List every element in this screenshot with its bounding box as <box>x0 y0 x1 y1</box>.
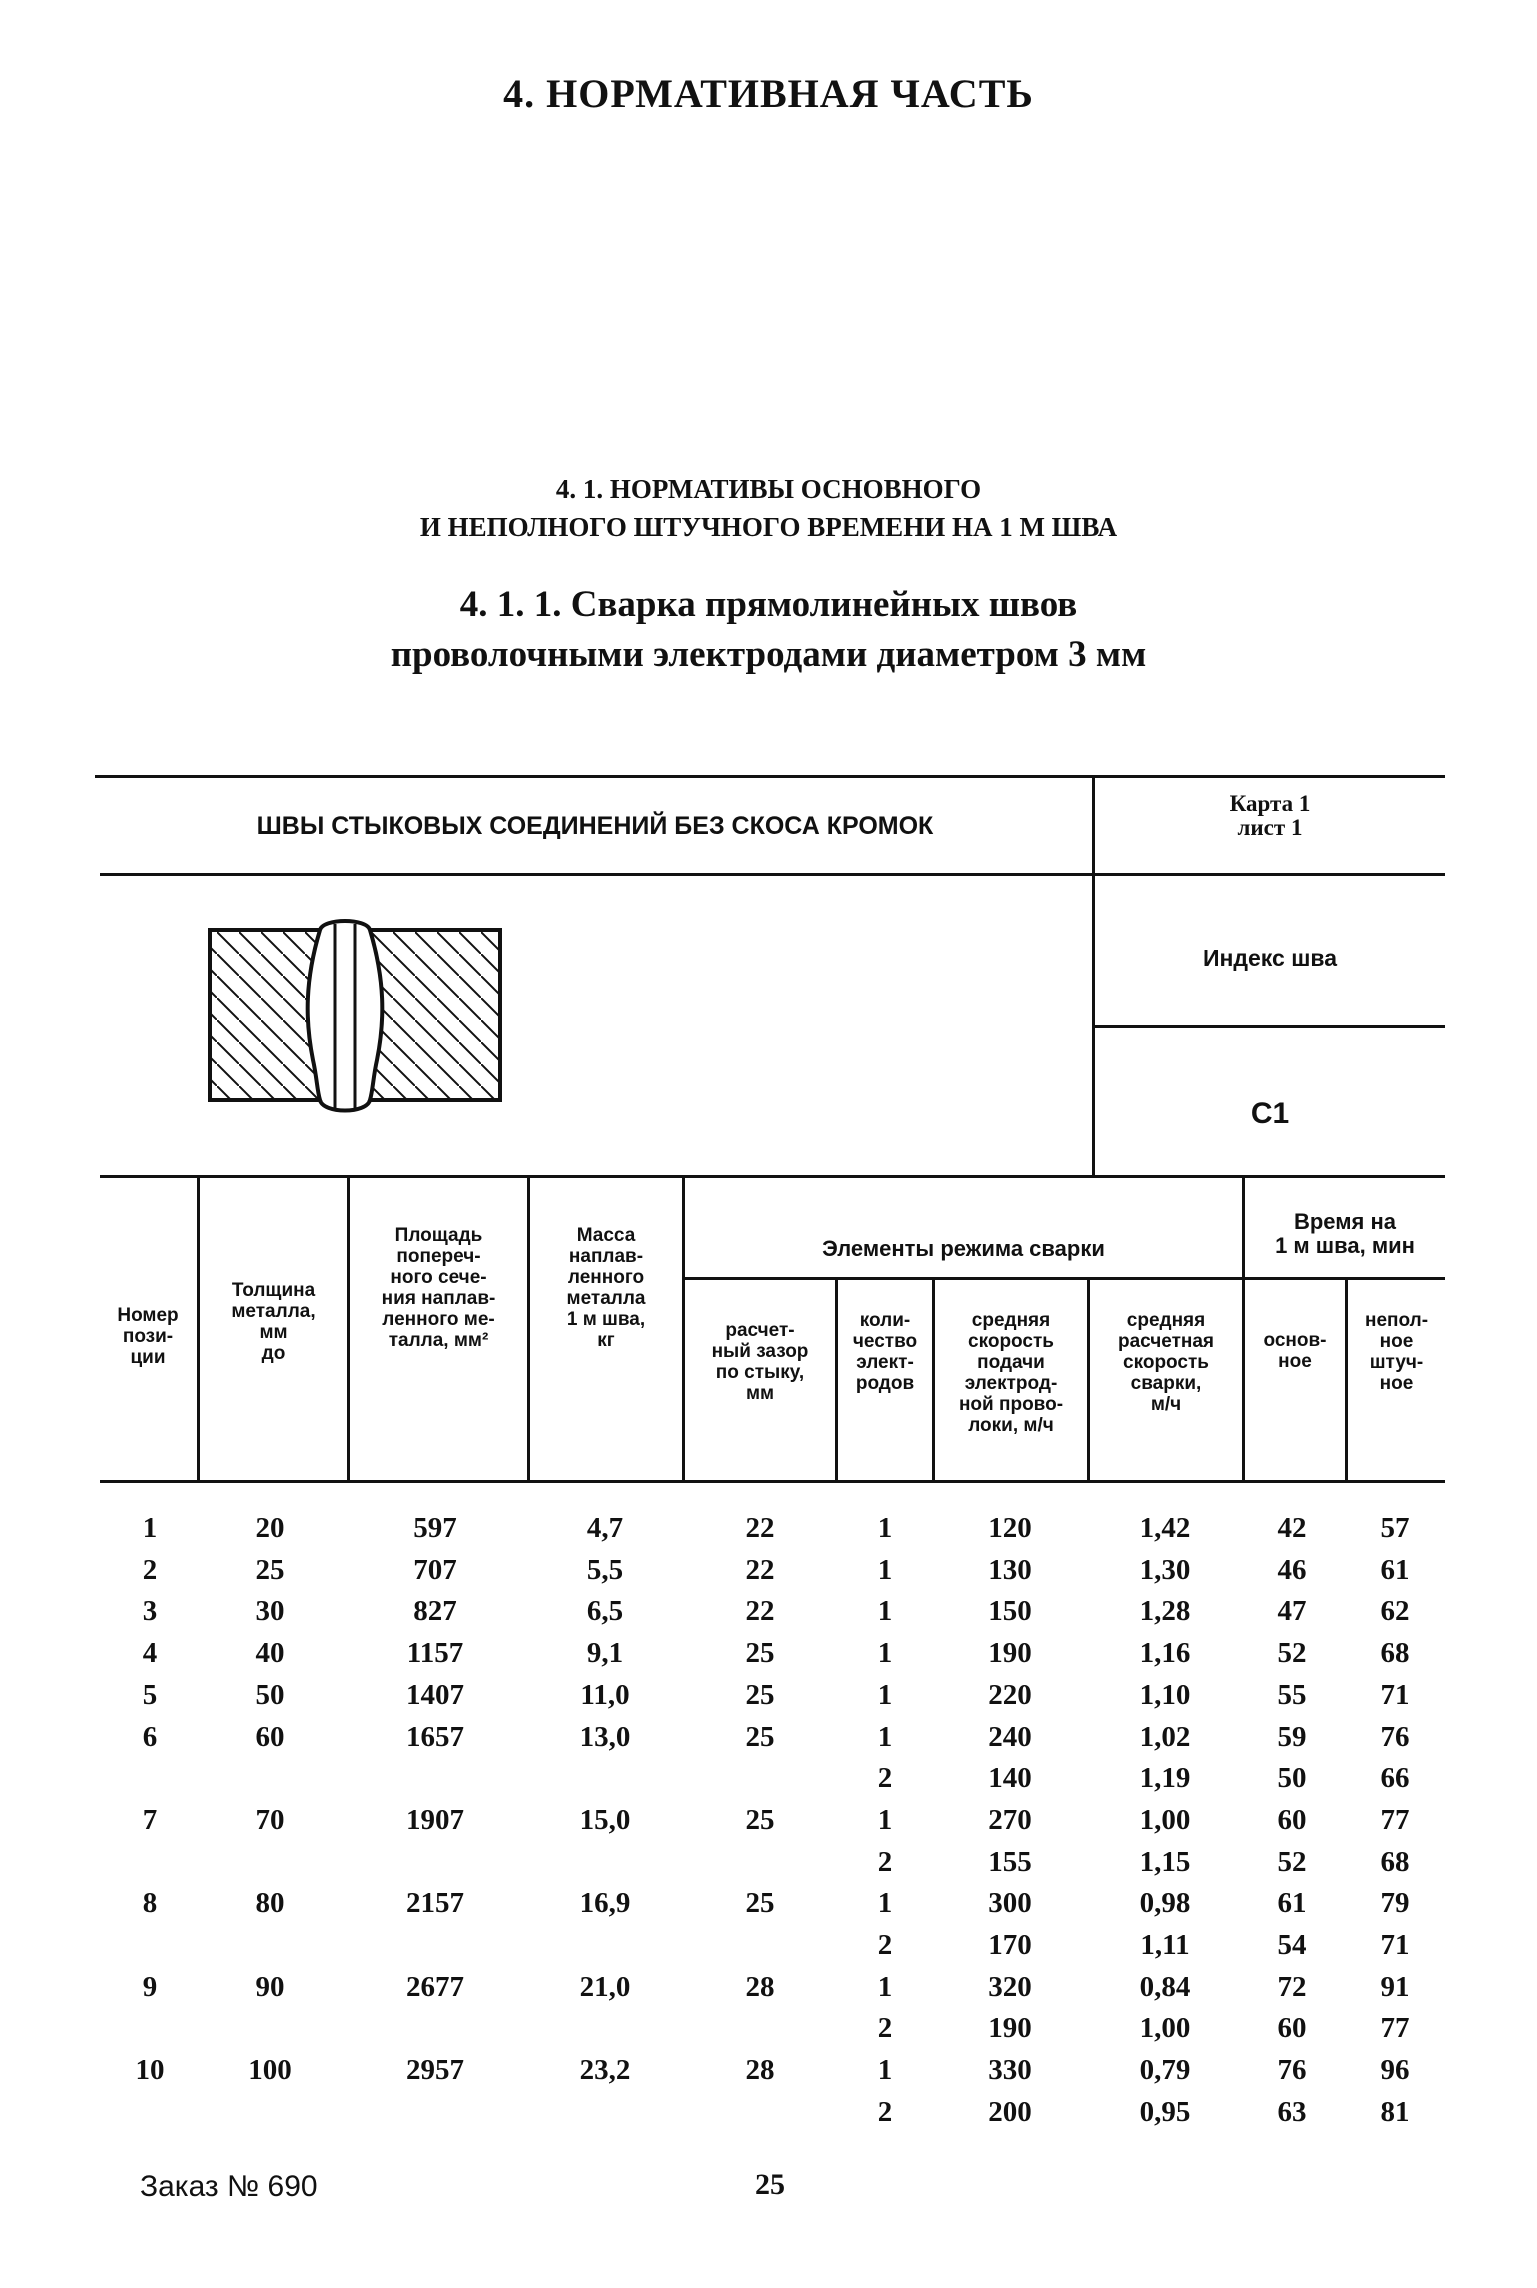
cell-speed: 0,84 <box>1139 1971 1191 2003</box>
cell-thick: 50 <box>255 1679 285 1711</box>
cell-gap <box>705 2008 815 2048</box>
cell-speed: 1,16 <box>1139 1637 1191 1669</box>
cell-partial: 76 <box>1380 1721 1410 1753</box>
cell-basic: 61 <box>1277 1887 1307 1919</box>
cell-thick <box>215 2008 325 2048</box>
cell-feed: 190 <box>988 1637 1032 1669</box>
cell-electrodes: 2 <box>877 2012 893 2044</box>
cell-basic: 42 <box>1277 1512 1307 1544</box>
cell-mass: 4,7 <box>586 1512 624 1544</box>
table-group-rule <box>682 1277 1445 1280</box>
cell-area: 1157 <box>406 1637 464 1669</box>
cell-electrodes: 1 <box>877 1679 893 1711</box>
cell-thick: 25 <box>255 1554 285 1586</box>
card-title-rule <box>100 873 1092 876</box>
cell-gap <box>705 1842 815 1882</box>
cell-speed: 1,10 <box>1139 1679 1191 1711</box>
card-top-rule <box>95 775 1445 778</box>
cell-gap: 25 <box>745 1887 775 1919</box>
cell-pos: 4 <box>142 1637 158 1669</box>
cell-thick: 60 <box>255 1721 285 1753</box>
cell-partial: 96 <box>1380 2054 1410 2086</box>
cell-area: 2157 <box>406 1887 464 1919</box>
card-label <box>1095 792 1445 840</box>
cell-area: 1907 <box>406 1804 464 1836</box>
cell-partial: 61 <box>1380 1554 1410 1586</box>
cell-thick: 40 <box>255 1637 285 1669</box>
footer-order-number: Заказ № 690 <box>140 2170 318 2203</box>
header-time-group: Время на 1 м шва, мин <box>1275 1209 1415 1258</box>
cell-area: 1407 <box>406 1679 464 1711</box>
cell-basic: 59 <box>1277 1721 1307 1753</box>
cell-pos <box>95 2092 205 2132</box>
cell-mass <box>550 2092 660 2132</box>
cell-mass: 11,0 <box>580 1679 630 1711</box>
cell-electrodes: 1 <box>877 1554 893 1586</box>
cell-speed: 0,95 <box>1139 2096 1191 2128</box>
cell-area: 597 <box>413 1512 457 1544</box>
cell-partial: 79 <box>1380 1887 1410 1919</box>
cell-thick: 70 <box>255 1804 285 1836</box>
section-title-line1: 4. 1. НОРМАТИВЫ ОСНОВНОГО <box>555 474 982 504</box>
cell-feed: 330 <box>988 2054 1032 2086</box>
index-rule <box>1092 1025 1445 1028</box>
cell-basic: 60 <box>1277 1804 1307 1836</box>
page-main-heading: 4. НОРМАТИВНАЯ ЧАСТЬ <box>503 71 1034 116</box>
cell-basic: 46 <box>1277 1554 1307 1586</box>
cell-mass <box>550 1925 660 1965</box>
cell-thick <box>215 1842 325 1882</box>
cell-mass: 6,5 <box>586 1595 624 1627</box>
cell-area: 827 <box>413 1595 457 1627</box>
cell-basic: 50 <box>1277 1762 1307 1794</box>
header-thickness: Толщина металла, мм до <box>231 1280 316 1364</box>
cell-basic: 55 <box>1277 1679 1307 1711</box>
cell-thick: 100 <box>248 2054 292 2086</box>
cell-basic: 76 <box>1277 2054 1307 2086</box>
cell-gap: 25 <box>745 1721 775 1753</box>
cell-pos: 8 <box>142 1887 158 1919</box>
cell-electrodes: 1 <box>877 1637 893 1669</box>
page-number: 25 <box>755 2168 785 2201</box>
cell-mass: 9,1 <box>586 1637 624 1669</box>
cell-basic: 47 <box>1277 1595 1307 1627</box>
cell-electrodes: 1 <box>877 1595 893 1627</box>
cell-partial: 57 <box>1380 1512 1410 1544</box>
cell-mass: 21,0 <box>579 1971 631 2003</box>
cell-electrodes: 1 <box>877 1512 893 1544</box>
cell-partial: 62 <box>1380 1595 1410 1627</box>
cell-pos: 3 <box>142 1595 158 1627</box>
cell-feed: 220 <box>988 1679 1032 1711</box>
cell-electrodes: 1 <box>877 1971 893 2003</box>
cell-partial: 71 <box>1380 1679 1410 1711</box>
weld-bead <box>320 921 370 1111</box>
cell-electrodes: 2 <box>877 2096 893 2128</box>
cell-area <box>380 2092 490 2132</box>
cell-electrodes: 1 <box>877 2054 893 2086</box>
cell-area <box>380 1758 490 1798</box>
section-title-line2: И НЕПОЛНОГО ШТУЧНОГО ВРЕМЕНИ НА 1 М ШВА <box>419 512 1118 542</box>
cell-mass: 5,5 <box>586 1554 624 1586</box>
subsection-title-line1: 4. 1. 1. Сварка прямолинейных швов <box>459 584 1078 625</box>
cell-speed: 1,00 <box>1139 2012 1191 2044</box>
cell-electrodes: 2 <box>877 1762 893 1794</box>
cell-basic: 54 <box>1277 1929 1307 1961</box>
cell-electrodes: 2 <box>877 1846 893 1878</box>
header-weld-speed: средняя расчетная скорость сварки, м/ч <box>1117 1310 1215 1415</box>
header-mass: Масса наплав- ленного металла 1 м шва, кг <box>566 1225 646 1351</box>
cell-partial: 66 <box>1380 1762 1410 1794</box>
cell-gap: 25 <box>745 1637 775 1669</box>
cell-basic: 63 <box>1277 2096 1307 2128</box>
cell-basic: 52 <box>1277 1846 1307 1878</box>
cell-area: 2957 <box>406 2054 464 2086</box>
cell-feed: 150 <box>988 1595 1032 1627</box>
cell-feed: 120 <box>988 1512 1032 1544</box>
cell-partial: 68 <box>1380 1846 1410 1878</box>
cell-feed: 140 <box>988 1762 1032 1794</box>
cell-feed: 170 <box>988 1929 1032 1961</box>
header-basic-time: основ- ное <box>1263 1330 1327 1372</box>
cell-pos <box>95 1758 205 1798</box>
cell-basic: 72 <box>1277 1971 1307 2003</box>
cell-electrodes: 2 <box>877 1929 893 1961</box>
cell-pos: 9 <box>142 1971 158 2003</box>
cell-feed: 200 <box>988 2096 1032 2128</box>
cell-electrodes: 1 <box>877 1721 893 1753</box>
cell-feed: 240 <box>988 1721 1032 1753</box>
cell-gap <box>705 1758 815 1798</box>
index-value: С1 <box>1250 1097 1290 1130</box>
header-electrodes: коли- чество элект- родов <box>852 1310 918 1394</box>
subsection-title <box>0 580 1537 680</box>
cell-thick: 90 <box>255 1971 285 2003</box>
cell-basic: 52 <box>1277 1637 1307 1669</box>
cell-mass <box>550 1842 660 1882</box>
index-label: Индекс шва <box>1202 945 1337 971</box>
cell-partial: 77 <box>1380 1804 1410 1836</box>
subsection-title-line2: проволочными электродами диаметром 3 мм <box>390 634 1147 675</box>
cell-area <box>380 1842 490 1882</box>
cell-feed: 190 <box>988 2012 1032 2044</box>
header-area: Площадь попереч- ного сече- ния наплав- ленного ме- талла, мм² <box>381 1225 496 1351</box>
cell-gap: 25 <box>745 1679 775 1711</box>
cell-speed: 1,42 <box>1139 1512 1191 1544</box>
cell-partial: 68 <box>1380 1637 1410 1669</box>
cell-pos: 10 <box>135 2054 165 2086</box>
card-label-rule <box>1092 873 1445 876</box>
section-title <box>0 470 1537 546</box>
cell-area <box>380 2008 490 2048</box>
cell-feed: 155 <box>988 1846 1032 1878</box>
cell-gap: 28 <box>745 1971 775 2003</box>
cell-gap: 22 <box>745 1512 775 1544</box>
weld-joint-diagram <box>195 910 535 1130</box>
cell-pos: 1 <box>142 1512 158 1544</box>
cell-speed: 1,19 <box>1139 1762 1191 1794</box>
cell-feed: 300 <box>988 1887 1032 1919</box>
cell-pos: 6 <box>142 1721 158 1753</box>
cell-feed: 270 <box>988 1804 1032 1836</box>
cell-thick: 20 <box>255 1512 285 1544</box>
cell-area: 2677 <box>406 1971 464 2003</box>
cell-electrodes: 1 <box>877 1887 893 1919</box>
cell-mass: 16,9 <box>579 1887 631 1919</box>
cell-gap <box>705 2092 815 2132</box>
cell-thick <box>215 1925 325 1965</box>
cell-electrodes: 1 <box>877 1804 893 1836</box>
card-label-line2: лист 1 <box>1237 815 1303 840</box>
cell-partial: 91 <box>1380 1971 1410 2003</box>
cell-mass: 23,2 <box>579 2054 631 2086</box>
header-regime-group: Элементы режима сварки <box>822 1236 1105 1261</box>
cell-speed: 0,79 <box>1139 2054 1191 2086</box>
cell-gap: 28 <box>745 2054 775 2086</box>
card-label-line1: Карта 1 <box>1229 791 1311 816</box>
cell-pos <box>95 2008 205 2048</box>
cell-feed: 130 <box>988 1554 1032 1586</box>
cell-speed: 1,00 <box>1139 1804 1191 1836</box>
cell-thick <box>215 1758 325 1798</box>
cell-thick: 80 <box>255 1887 285 1919</box>
cell-partial: 77 <box>1380 2012 1410 2044</box>
cell-area <box>380 1925 490 1965</box>
cell-pos: 2 <box>142 1554 158 1586</box>
header-gap: расчет- ный зазор по стыку, мм <box>711 1320 809 1404</box>
cell-speed: 1,28 <box>1139 1595 1191 1627</box>
cell-area: 1657 <box>406 1721 464 1753</box>
cell-speed: 0,98 <box>1139 1887 1191 1919</box>
header-partial-time: непол- ное штуч- ное <box>1364 1310 1429 1394</box>
cell-pos: 7 <box>142 1804 158 1836</box>
cell-mass: 15,0 <box>579 1804 631 1836</box>
cell-mass <box>550 2008 660 2048</box>
cell-speed: 1,02 <box>1139 1721 1191 1753</box>
cell-mass: 13,0 <box>579 1721 631 1753</box>
cell-speed: 1,30 <box>1139 1554 1191 1586</box>
cell-thick: 30 <box>255 1595 285 1627</box>
cell-thick <box>215 2092 325 2132</box>
cell-area: 707 <box>413 1554 457 1586</box>
cell-pos: 5 <box>142 1679 158 1711</box>
header-feed-speed: средняя скорость подачи электрод- ной прово- локи, м/ч <box>958 1310 1064 1436</box>
cell-pos <box>95 1842 205 1882</box>
card-title: ШВЫ СТЫКОВЫХ СОЕДИНЕНИЙ БЕЗ СКОСА КРОМОК <box>256 812 934 840</box>
header-position: Номер пози- ции <box>117 1305 179 1368</box>
table-header-bottom-rule <box>100 1480 1445 1483</box>
cell-gap: 22 <box>745 1595 775 1627</box>
cell-basic: 60 <box>1277 2012 1307 2044</box>
cell-pos <box>95 1925 205 1965</box>
cell-mass <box>550 1758 660 1798</box>
cell-gap <box>705 1925 815 1965</box>
cell-gap: 25 <box>745 1804 775 1836</box>
cell-speed: 1,15 <box>1139 1846 1191 1878</box>
cell-speed: 1,11 <box>1140 1929 1190 1961</box>
cell-feed: 320 <box>988 1971 1032 2003</box>
cell-partial: 71 <box>1380 1929 1410 1961</box>
cell-gap: 22 <box>745 1554 775 1586</box>
cell-partial: 81 <box>1380 2096 1410 2128</box>
